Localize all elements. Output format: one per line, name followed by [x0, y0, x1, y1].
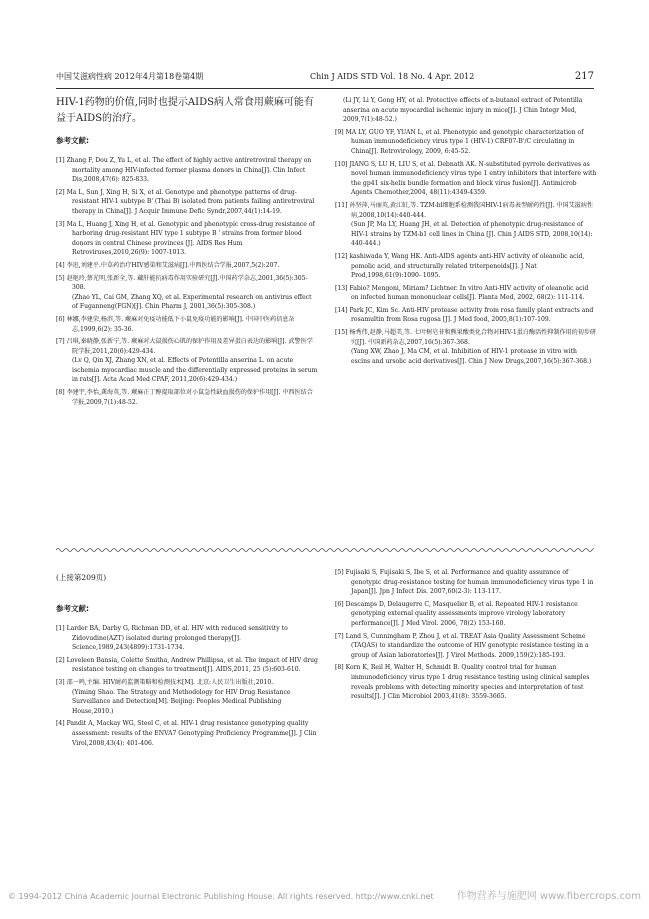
reference-text: [3] 邵一鸣,主编. HIV耐药监测策略和检测技术[M]. 北京:人民卫生出版社,2010. [56, 678, 274, 686]
reference-text: [12] kashiwada Y, Wang HK. Anti-AIDS agents anti-HIV activity of oleanolic acid, pomolic acid, and structurally related triterpenoids[J]. J Nat Prod,1998,61(9):1090- 1095. [335, 252, 585, 280]
top-right-column [335, 96, 597, 369]
reference-text: [6] 林娜,李建荣,杨滨,等. 蕨麻对免疫功能低下小鼠免疫功能的影响[J]. 中国中医药信息杂志,1999,6(2): 35-36. [56, 315, 295, 333]
reference-text: [1] Larder BA, Darby G, Richman DD, et al. HIV with reduced sensitivity to Zidovudine(AZT) isolated during prolonged therapy[J]. Science,1989,243(4899):1731-1734. [56, 625, 288, 652]
reference-text: [5] 赵艳玲,蔡光明,张新全,等. 藏肝能抗病毒作用实验研究[J].中国药学杂志,2001,36(5):305-308. [56, 274, 308, 292]
reference-text: [9] MA LY, GUO YF, YUAN L, et al. Phenotypic and genotypic characterization of human immunodeficiency virus type 1 (HIV-1) CRF07-B'/C circulating in China[J]. Retrovirology, 2009, 6:45-52. [335, 128, 584, 155]
reference-text: [4] Pandit A, Mackay WG, Steel C, et al. HIV-1 drug resistance genotyping quality assessment: results of the ENVA7 Genotyping Proficiency Programme[J]. J Clin Virol,2008,43(4): 401-406. [56, 720, 317, 747]
reference-item [56, 315, 318, 334]
section-separator [56, 547, 594, 553]
reference-item [335, 600, 597, 629]
reference-text: [8] 李建宇,李怡,龚海英,等. 蕨麻正丁醇提取部位对小鼠急性缺血损伤的保护作用[J]. 中西医结合学报,2009,7(1):48-52. [56, 389, 313, 406]
reference-item [56, 678, 318, 716]
reference-text: [7] 吕琪,秦晓静,张新宁,等. 蕨麻对大鼠损伤心肌的保护作用及差异蛋白表达的影响[J]. 武警医学院学报,2011,20(6):429-434. [56, 338, 313, 355]
reference-item [56, 624, 318, 653]
reference-translation: (Zhao YL, Cai GM, Zhang XQ, et al. Experimental research on antivirus effect of Fuganneng(FGN)[J]. Chin Pharm J, 2001,36(5):305-308.) [72, 293, 312, 311]
reference-item [56, 261, 318, 271]
reference-translation: (Sun JP, Ma LY, Huang JH, et al. Detection of phenotypic drug-resistance of HIV-1 strains by TZM-b1 cell lines in China [J]. Chin J AIDS STD, 2008,10(14): 440-444.) [351, 221, 593, 248]
reference-translation: (Lv Q, Qin XJ, Zhang XN, et al. Effects of Potentilla anserina L. on acute ischemia myocardiac muscle and the differentially expressed proteins in serum in rats[J]. Acta Acad Med CPAF, 2011,20(6):429-434.) [72, 357, 318, 384]
reference-item [56, 274, 318, 312]
reference-item [335, 568, 597, 597]
reference-text: [2] Ma L, Sun J, Xing H, Si X, et al. Genotype and phenotype patterns of drug-resistant HIV-1 subtype B' (Thai B) isolated from patients failing antiretroviral therapy in China[J]. J Acquir Immune Defic Syndr,2007,44(1):14-19. [56, 188, 315, 215]
reference-item [335, 284, 597, 303]
reference-item [335, 306, 597, 325]
top-left-column [56, 95, 318, 410]
reference-text: [6] Descamps D, Delaugerre C, Masquelier B, et al. Repeated HIV-1 resistance genotyping external quality assessments improve virology laboratory performance[J]. J Med Virol. 2006, 78(2) 153-160. [335, 600, 578, 627]
reference-item [335, 252, 597, 281]
reference-text: [11] 孙坚萍,马丽英,黄江虹,等. TZM-bl细胞系检测我国HIV-1病毒表型耐药性[J]. 中国艾滋病性病,2008,10(14):440-444. [335, 201, 593, 219]
reference-item [56, 656, 318, 675]
reference-item [335, 160, 597, 198]
header-rule [56, 88, 594, 89]
reference-item [335, 96, 597, 125]
page-footer [8, 888, 645, 906]
site-watermark: 作物营养与施肥网 www.fibercrops.com [456, 891, 641, 902]
reference-text: [14] Park JC, Kim Sc. Anti-HIV protease activity from rosa family plant extracts and rosamultin from Rosa rugosa [J]. J Med food, 2005,8(1):107-109. [335, 306, 594, 324]
reference-text: [10] JIANG S, LU H, LIU S, et al. Debnath AK. N-substituted pyrrole derivatives as novel human immunodeficiency virus type 1 entry inhibitors that interfere with the gp41 six-helix bundle formation and block virus fusion[J]. Antimicrob Agents Chemother,2004, 48(11):4349-4359. [335, 160, 597, 197]
reference-text: [13] Fabio? Mengoni, Miriam? Lichtner. In vitro Anti-HIV activity of oleanolic acid on infected human mononuclear cells[J]. Planta Med, 2002, 68(2): 111-114. [335, 284, 589, 302]
reference-list [56, 156, 318, 407]
references-heading-bottom: 参考文献: [56, 604, 89, 613]
reference-item [56, 337, 318, 385]
page-number: 217 [574, 71, 594, 82]
intro-paragraph: HIV-1药物的价值,同时也提示AIDS病人常食用蕨麻可能有益于AIDS的治疗。 [56, 97, 314, 124]
reference-item [56, 156, 318, 185]
reference-translation: (Yang XW, Zhao J, Ma CM, et al. Inhibition of HIV-1 protease in vitro with escins and ursolic acid derivatives[J]. Chin J New Drugs,2007,16(5):367-368.) [351, 348, 592, 365]
reference-text: [2] Loveleen Bansia, Colette Smitha, Andrew Phillipsa, et al. The impact of HIV drug resistance testing on changes to treatment[J]. AIDS,2011, 25 (5):603-610. [56, 656, 318, 674]
reference-list [335, 96, 597, 366]
reference-item [56, 719, 318, 748]
reference-text: [8] Korn K, Reil H, Walter H, Schmidt B. Quality control trial for human immunodeficiency virus type 1 drug resistance testing using clinical samples reveals problems with detecting minority species and interpretation of test results[J]. J Clin Microbiol 2003,41(8): 3559-3665. [335, 664, 590, 701]
copyright-notice: © 1994-2012 China Academic Journal Electronic Publishing House. All rights reserved. http://www.cnki.net [8, 892, 434, 901]
reference-text: [5] Fujisaki S, Fujisaki S, Ibe S, et al. Performance and quality assurance of genotypic drug-resistance testing for human immunodeficiency virus type 1 in Japan[J]. Jpn J Infect Dis. 2007,60(2-3): 113-117. [335, 569, 594, 596]
reference-item [335, 632, 597, 661]
bottom-right-column [335, 568, 597, 705]
reference-text: [3] Ma L, Huang J, Xing H, et al. Genotypic and phenotypic cross-drug resistance of harboring drug-resistant HIV type 1 subtype B ' strains from former blood donors in central Chinese provinces [J]. AIDS Res Hum Retroviruses,2010,26(9): 1007-1013. [56, 220, 315, 257]
reference-item [335, 663, 597, 701]
reference-item [56, 188, 318, 217]
journal-title-cn: 中国艾滋病性病 2012年4月第18卷第4期 [56, 72, 204, 81]
reference-text: [7] Land S, Cunningham P, Zhou J, et al. TREAT Asia Quality Assessment Scheme (TAQAS) to standardize the outcome of HIV genotypic resistance testing in a group of Asian laboratories[J]. J Virol Methods. 2009,159(2):185-193. [335, 632, 589, 659]
reference-text: (Li JY, Li Y, Gong HY, et al. Protective effects of n-butanol extract of Potentilla anserina on acute myocardial ischemic injury in mice[J]. J Chin Integr Med, 2009,7(1):48-52.) [343, 97, 583, 124]
reference-translation: (Yiming Shao. The Strategy and Methodology for HIV Drug Resistance Surveillance and Detection[M]. Beijing: Peoples Medical Publishing House,2010.) [72, 688, 291, 715]
reference-item [335, 128, 597, 157]
journal-title-en: Chin J AIDS STD Vol. 18 No. 4 Apr. 2012 [310, 72, 475, 81]
reference-text: [1] Zhang F, Dou Z, Yu L, et al. The effect of highly active antiretroviral therapy on mortality among HIV-infected former plasma donors in China[J]. Clin Infect Dis,2008,47(6): 825-833. [56, 157, 312, 184]
reference-text: [15] 杨秀伟,赵静,马超美,等. 七叶树皂苷和熊果酸类化合物对HIV-1蛋白酶活性抑制作用的初步研究[J]. 中国新药杂志,2007,16(5):367-368. [335, 329, 597, 346]
reference-item [335, 201, 597, 249]
running-header [56, 70, 594, 84]
reference-item [56, 220, 318, 258]
reference-item [56, 388, 318, 407]
references-heading: 参考文献: [56, 136, 89, 145]
reference-item [335, 328, 597, 366]
continued-from-note: (上接第209页) [56, 573, 107, 582]
reference-list [335, 568, 597, 702]
reference-list [56, 624, 318, 748]
bottom-left-column [56, 572, 318, 751]
reference-text: [4] 李迅,刘建平.中草药治疗HIV感染和艾滋病[J].中西医结合学报,2007,5(2):207. [56, 261, 280, 269]
